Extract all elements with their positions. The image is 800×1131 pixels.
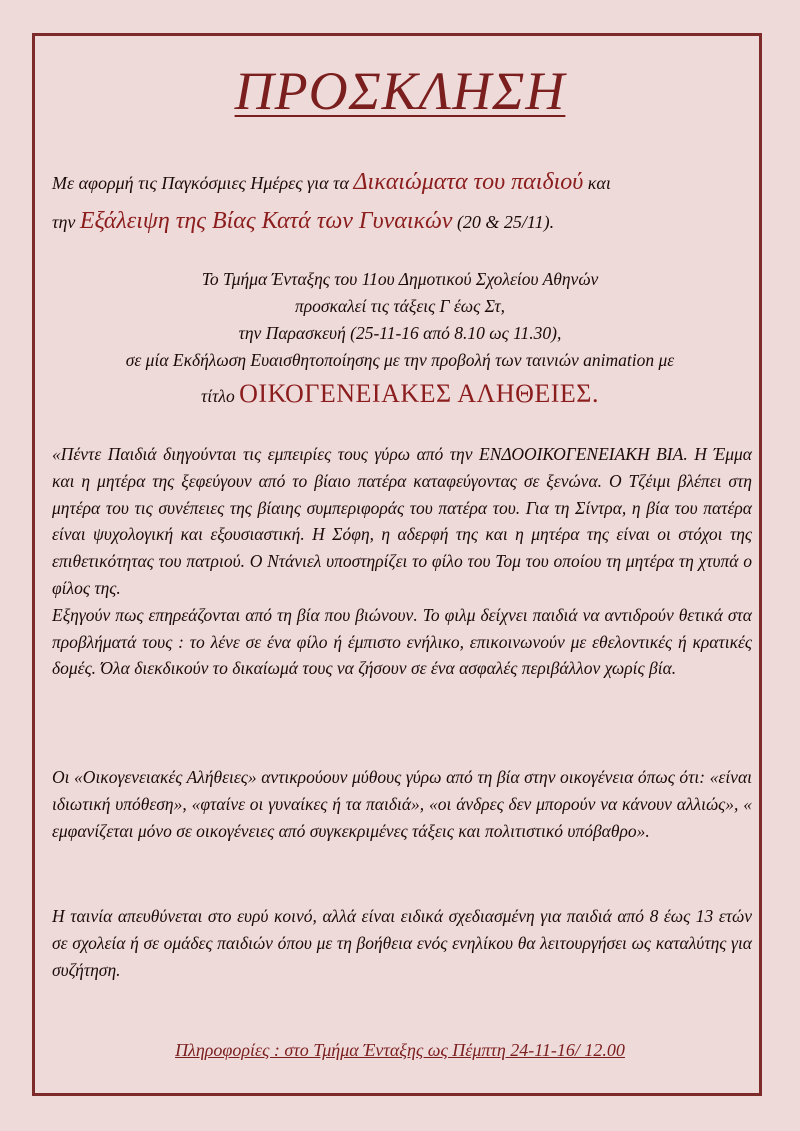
intro-line-2-text: την xyxy=(52,212,80,232)
paragraph-1b: Εξηγούν πως επηρεάζονται από τη βία που βιώνουν. Το φιλμ δείχνει παιδιά να αντιδρούν θετικά στα προβλήματά τους : το λένε σε ένα φίλο ή έμπιστο ενήλικο, επικοινωνούν με εθελοντικές ή κρατικές δομές. Όλα διεκδικούν το δικαίωμά τους να ζήσουν σε ένα ασφαλές περιβάλλον χωρίς βία. xyxy=(52,604,752,679)
dates-note: (20 & 25/11) xyxy=(452,212,550,232)
intro-text xyxy=(52,163,752,241)
film-description xyxy=(52,441,752,682)
intro-line-1 xyxy=(52,163,752,202)
announcement-line-5 xyxy=(40,380,760,410)
intro-line-1-text: Με αφορμή τις Παγκόσμιες Ημέρες για τα xyxy=(52,173,354,193)
intro-line-2 xyxy=(52,202,752,241)
announcement-line-2: προσκαλεί τις τάξεις Γ έως Στ, xyxy=(294,296,506,316)
announcement xyxy=(40,266,760,410)
film-title-label: τίτλο xyxy=(201,386,240,406)
film-title-end: . xyxy=(591,379,599,408)
announcement-line-3: την Παρασκευή (25-11-16 από 8.10 ως 11.30), xyxy=(238,323,562,343)
paragraph-2: Οι «Οικογενειακές Αλήθειες» αντικρούουν μύθους γύρω από τη βία στην οικογένεια όπως ότι: «είναι ιδιωτική υπόθεση», «φταίνε οι γυναίκες ή τα παιδιά», «οι άνδρες δεν μπορούν να κάνουν αλλιώς», « εμφανίζεται μόνο σε οικογένειες από συγκεκριμένες τάξεις και πολιτιστικό υπόβαθρο». xyxy=(52,767,752,841)
announcement-line-1: Το Τμήμα Ένταξης του 11ου Δημοτικού Σχολείου Αθηνών xyxy=(201,269,599,289)
announcement-line-4: σε μία Εκδήλωση Ευαισθητοποίησης με την προβολή των ταινιών animation με xyxy=(125,350,675,370)
paragraph-1a: «Πέντε Παιδιά διηγούνται τις εμπειρίες τους γύρω από την ΕΝΔΟΟΙΚΟΓΕΝΕΙΑΚΗ ΒΙΑ. Η Έμμα και η μητέρα της ξεφεύγουν από το βίαιο πατέρα καταφεύγοντας σε ξενώνα. Ο Τζέιμι βλέπει στη μητέρα του τις συνέπειες της βίαιης συμπεριφοράς του πατέρα του. Για τη Σίντρα, η βία του πατέρα είναι ψυχολογική και εξουσιαστική. Η Σόφη, η αδερφή της και η μητέρα της είναι οι στόχοι της επιθετικότητας του πατριού. Ο Ντάνιελ υποστηρίζει το φίλο του Τομ του οποίου τη μητέρα τη χτυπά ο φίλος της. xyxy=(52,444,752,598)
info-footer: Πληροφορίες : στο Τμήμα Ένταξης ως Πέμπτη 24-11-16/ 12.00 xyxy=(175,1040,625,1060)
page-title: ΠΡΟΣΚΛΗΣΗ xyxy=(234,61,566,121)
intro-line-1-end: και xyxy=(583,173,611,193)
violence-elimination-highlight: Εξάλειψη της Βίας Κατά των Γυναικών xyxy=(79,208,453,234)
intro-line-2-end: . xyxy=(549,212,555,232)
film-title: ΟΙΚΟΓΕΝΕΙΑΚΕΣ ΑΛΗΘΕΙΕΣ xyxy=(239,379,592,408)
children-rights-highlight: Δικαιώματα του παιδιού xyxy=(353,169,584,195)
paragraph-3: Η ταινία απευθύνεται στο ευρύ κοινό, αλλά είναι ειδικά σχεδιασμένη για παιδιά από 8 έως 13 ετών σε σχολεία ή σε ομάδες παιδιών όπου με τη βοήθεια ενός ενηλίκου θα λειτουργήσει ως καταλύτης για συζήτηση. xyxy=(52,906,752,980)
